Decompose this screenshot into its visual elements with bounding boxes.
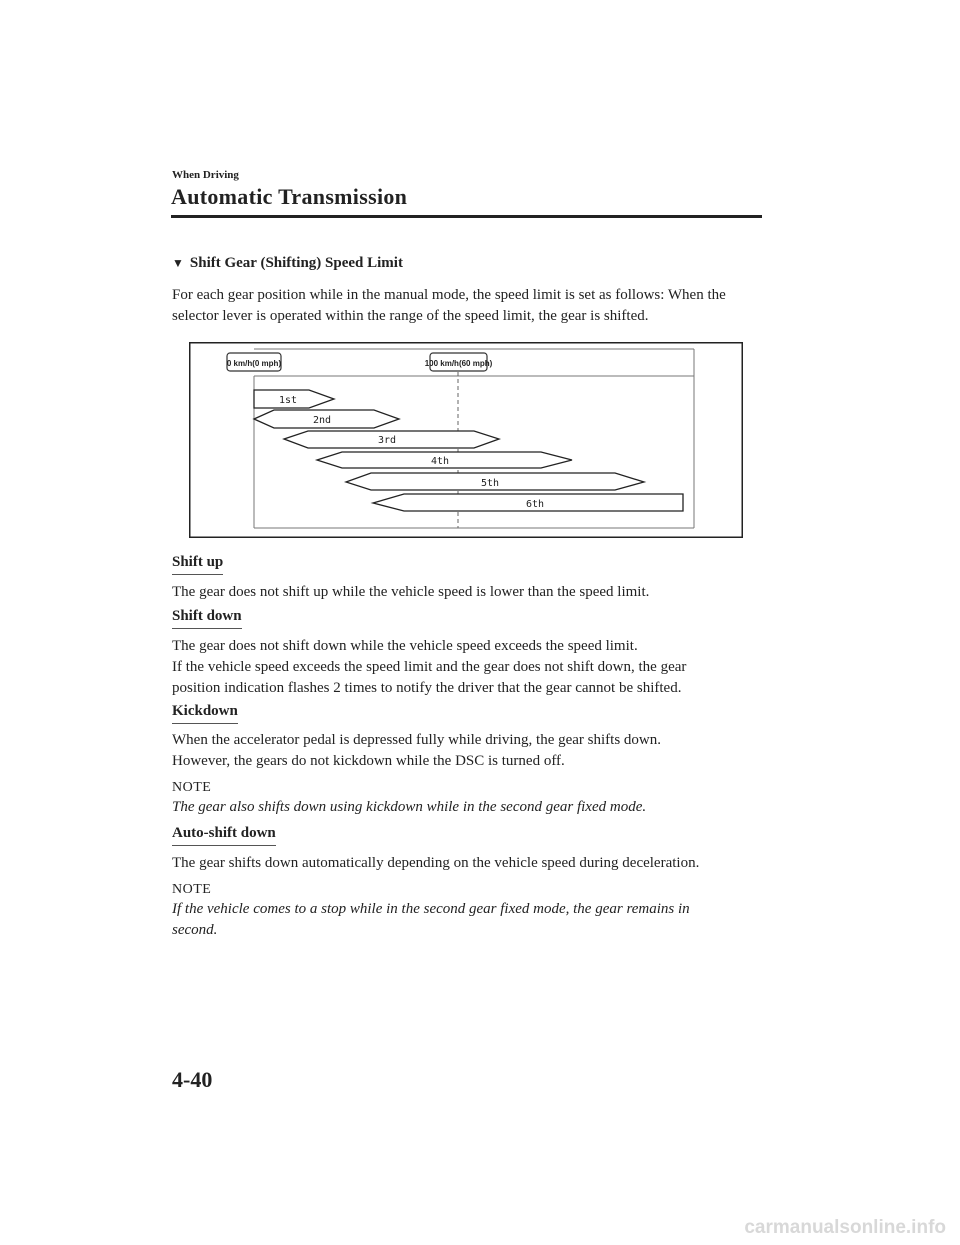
shift-down-line-2: If the vehicle speed exceeds the speed limit and the gear does not shift down, the gear — [172, 659, 687, 675]
gear-label-5th: 5th — [480, 478, 500, 489]
shift-down-line-3: position indication flashes 2 times to notify the driver that the gear cannot be shifted. — [172, 680, 682, 696]
gear-label-6th: 6th — [525, 499, 545, 510]
page-number: 4-40 — [172, 1067, 213, 1092]
gear-speed-limit-figure — [189, 342, 743, 538]
shift-down-line-1: The gear does not shift down while the vehicle speed exceeds the speed limit. — [172, 638, 638, 654]
shift-down-heading: Shift down — [172, 608, 242, 628]
kickdown-heading: Kickdown — [172, 703, 238, 723]
kickdown-line-2: However, the gears do not kickdown while the DSC is turned off. — [172, 753, 565, 769]
auto-shift-note-label: NOTE — [172, 882, 212, 897]
auto-shift-down-heading: Auto-shift down — [172, 825, 276, 845]
intro-line-1: For each gear position while in the manual mode, the speed limit is set as follows: When the — [172, 287, 726, 303]
running-head: When Driving — [172, 169, 239, 181]
gear-label-4th: 4th — [430, 456, 450, 467]
footer-watermark — [0, 1217, 960, 1239]
triangle-marker-icon: ▼ — [172, 256, 184, 270]
page-title: Automatic Transmission — [171, 184, 408, 209]
section-heading — [172, 255, 403, 272]
shift-up-text: The gear does not shift up while the vehicle speed is lower than the speed limit. — [172, 584, 650, 600]
gear-label-3rd: 3rd — [377, 435, 397, 446]
shift-up-heading: Shift up — [172, 554, 223, 574]
kickdown-note-label: NOTE — [172, 780, 212, 795]
title-rule — [171, 215, 762, 218]
auto-shift-note-line-1: If the vehicle comes to a stop while in the second gear fixed mode, the gear remains in — [172, 901, 690, 917]
kickdown-note-text: The gear also shifts down using kickdown while in the second gear fixed mode. — [172, 799, 647, 815]
gear-label-1st: 1st — [278, 395, 298, 406]
auto-shift-note-line-2: second. — [172, 922, 218, 938]
speed-hundred-label: 100 km/h(60 mph) — [424, 359, 493, 368]
footer-watermark-text: carmanualsonline.info — [744, 1217, 946, 1238]
speed-zero-label: 0 km/h(0 mph) — [226, 359, 282, 368]
auto-shift-down-text: The gear shifts down automatically depending on the vehicle speed during deceleration. — [172, 855, 700, 871]
kickdown-line-1: When the accelerator pedal is depressed fully while driving, the gear shifts down. — [172, 732, 662, 748]
intro-line-2: selector lever is operated within the range of the speed limit, the gear is shifted. — [172, 308, 649, 324]
section-heading-text: Shift Gear (Shifting) Speed Limit — [189, 255, 403, 271]
gear-label-2nd: 2nd — [312, 415, 332, 426]
